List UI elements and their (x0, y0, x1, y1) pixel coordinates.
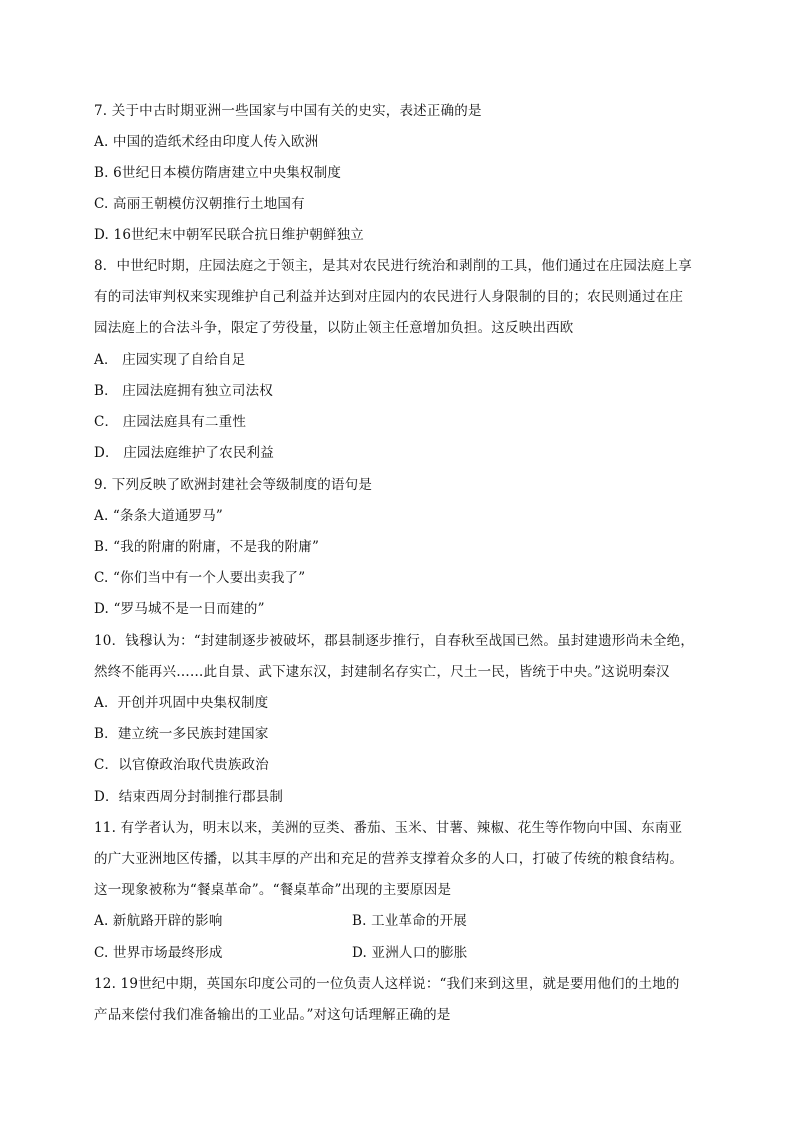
question-10-stem-line-2: 然终不能再兴……此自景、武下逮东汉，封建制名存实亡，尺土一民，皆统于中央。”这说明秦汉 (94, 664, 670, 680)
question-8-option-a: A． 庄园实现了自给自足 (94, 352, 246, 368)
question-7-option-d: D. 16世纪末中朝军民联合抗日维护朝鲜独立 (94, 227, 365, 243)
question-11-stem-line-1: 11. 有学者认为，明末以来，美洲的豆类、番茄、玉米、甘薯、辣椒、花生等作物向中国、东南亚 (94, 820, 683, 836)
question-7-option-a: A. 中国的造纸术经由印度人传入欧洲 (94, 134, 319, 150)
question-7-option-b: B. 6世纪日本模仿隋唐建立中央集权制度 (94, 165, 342, 181)
question-11-stem-line-3: 这一现象被称为“餐桌革命”。“餐桌革命”出现的主要原因是 (94, 882, 452, 898)
question-11-stem-line-2: 的广大亚洲地区传播，以其丰厚的产出和充足的营养支撑着众多的人口，打破了传统的粮食结构。 (94, 851, 684, 867)
question-8-stem-line-3: 园法庭上的合法斗争，限定了劳役量，以防止领主任意增加负担。这反映出西欧 (94, 320, 574, 336)
question-11-option-a: A. 新航路开辟的影响 (94, 913, 223, 929)
question-10-option-b: B．建立统一多民族封建国家 (94, 726, 269, 742)
question-8-stem-line-1: 8．中世纪时期，庄园法庭之于领主，是其对农民进行统治和剥削的工具，他们通过在庄园法庭上享 (94, 258, 692, 274)
question-9-option-b: B. “我的附庸的附庸，不是我的附庸” (94, 539, 320, 555)
question-9-stem: 9. 下列反映了欧洲封建社会等级制度的语句是 (94, 477, 373, 493)
question-10-option-c: C．以官僚政治取代贵族政治 (94, 757, 269, 773)
question-8-stem-line-2: 有的司法审判权来实现维护自己利益并达到对庄园内的农民进行人身限制的目的；农民则通过在庄 (94, 289, 684, 305)
question-10-stem-line-1: 10．钱穆认为：“封建制逐步被破坏，郡县制逐步推行，自春秋至战国已然。虽封建遗形尚未全绝， (94, 633, 695, 649)
question-8-option-c: C． 庄园法庭具有二重性 (94, 414, 247, 430)
question-10-option-a: A．开创并巩固中央集权制度 (94, 695, 269, 711)
question-9-option-c: C. “你们当中有一个人要出卖我了” (94, 570, 306, 586)
question-12-stem-line-2: 产品来偿付我们准备输出的工业品。”对这句话理解正确的是 (94, 1007, 451, 1023)
question-11-option-d: D. 亚洲人口的膨胀 (352, 945, 468, 961)
question-9-option-a: A. “条条大道通罗马” (94, 508, 224, 524)
question-9-option-d: D. “罗马城不是一日而建的” (94, 601, 265, 617)
question-8-option-d: D． 庄园法庭维护了农民利益 (94, 445, 274, 461)
question-10-option-d: D．结束西周分封制推行郡县制 (94, 789, 284, 805)
question-12-stem-line-1: 12. 19世纪中期，英国东印度公司的一位负责人这样说：“我们来到这里，就是要用他们的土地的 (94, 976, 680, 992)
question-7-option-c: C. 高丽王朝模仿汉朝推行土地国有 (94, 196, 305, 212)
question-11-option-b: B. 工业革命的开展 (352, 913, 468, 929)
question-11-option-c: C. 世界市场最终形成 (94, 945, 223, 961)
question-7-stem: 7. 关于中古时期亚洲一些国家与中国有关的史实，表述正确的是 (94, 103, 482, 119)
question-8-option-b: B． 庄园法庭拥有独立司法权 (94, 383, 274, 399)
